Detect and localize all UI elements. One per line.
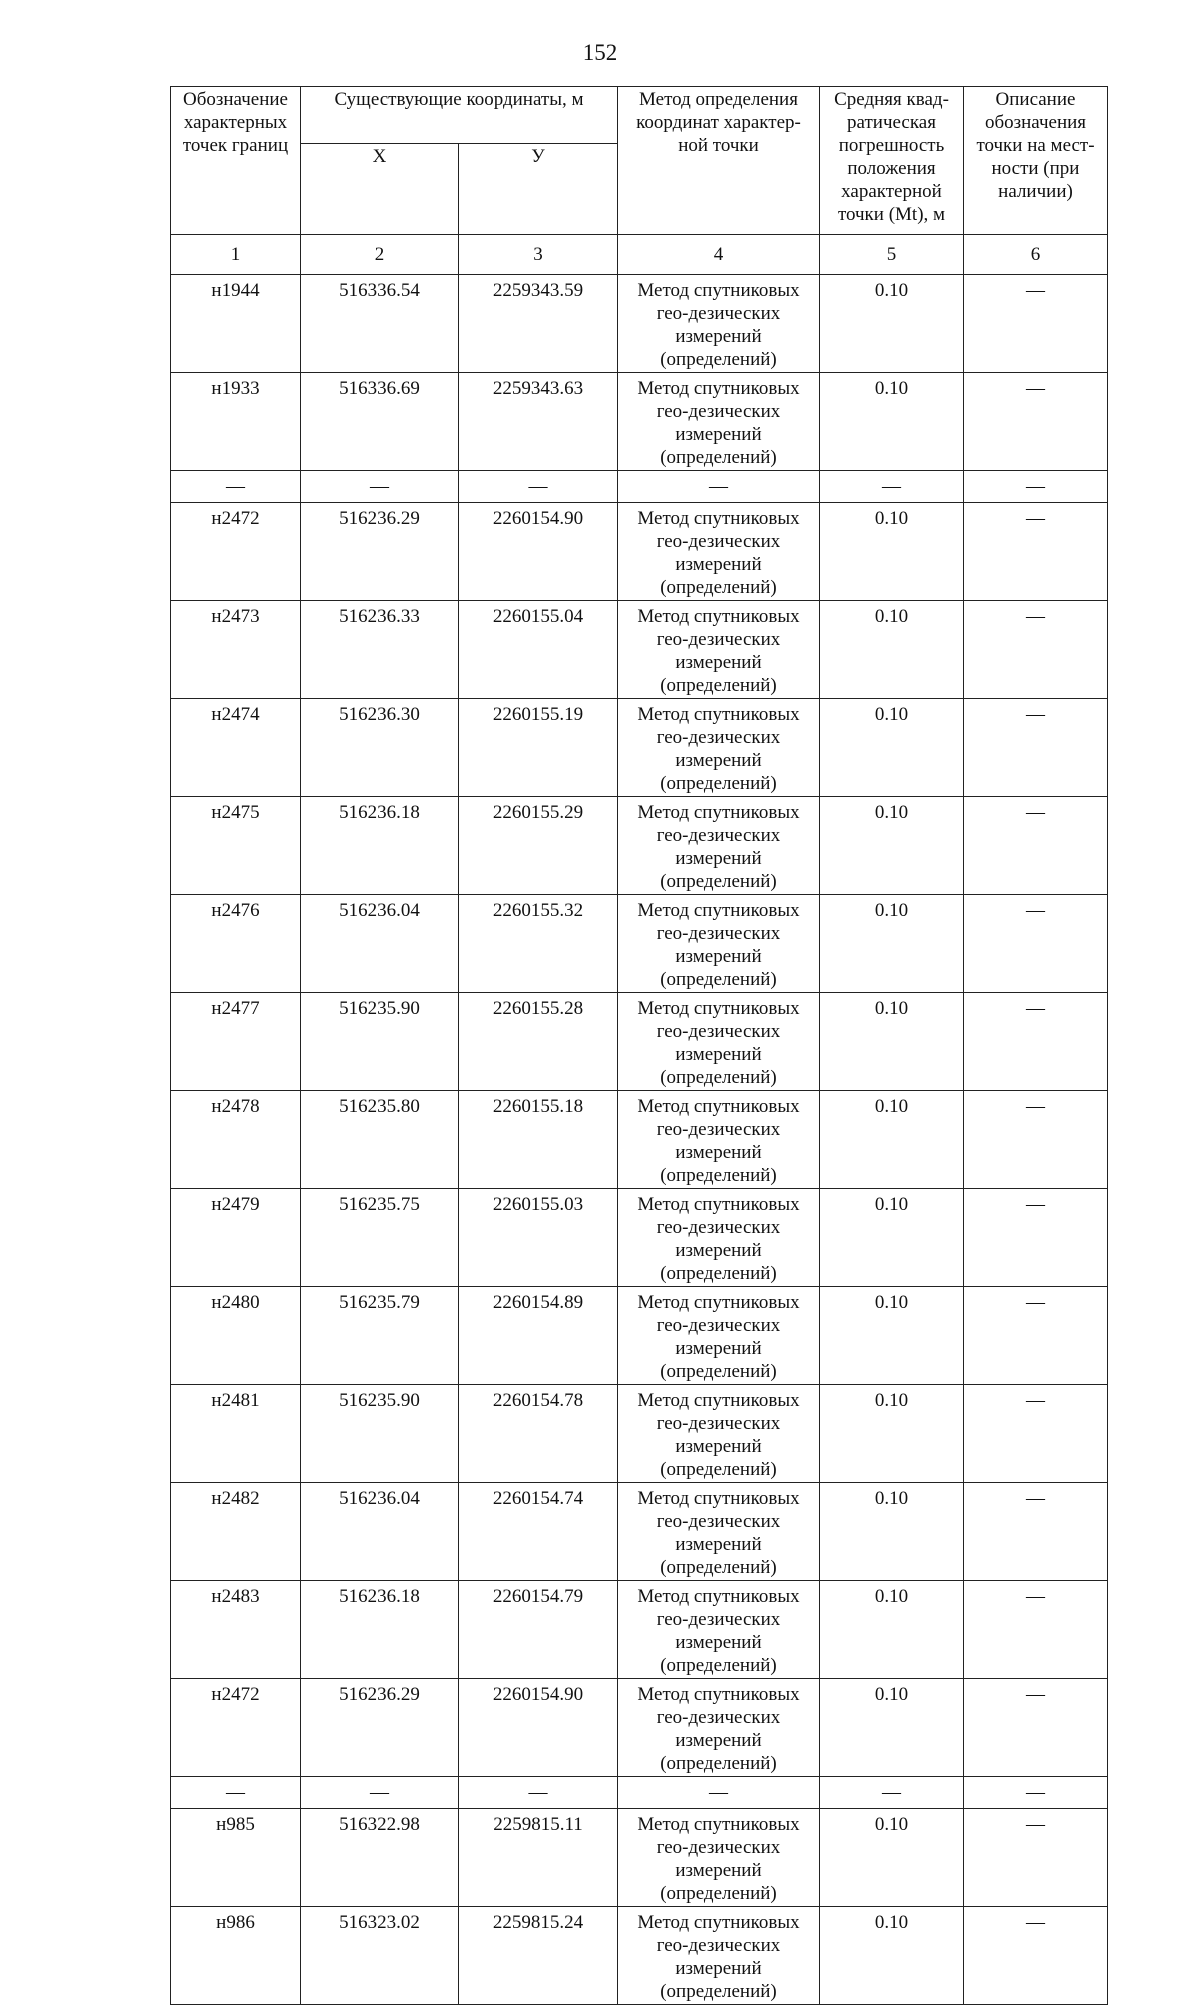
gap-dash: —	[964, 471, 1108, 503]
coordinate-y: 2259343.59	[459, 275, 618, 373]
mean-square-error: 0.10	[820, 1679, 964, 1777]
point-description: —	[964, 1581, 1108, 1679]
point-designation: н2481	[171, 1385, 301, 1483]
column-number-row	[171, 235, 1108, 275]
mean-square-error: 0.10	[820, 601, 964, 699]
point-description: —	[964, 895, 1108, 993]
coordinate-x: 516235.79	[301, 1287, 459, 1385]
mean-square-error: 0.10	[820, 373, 964, 471]
gap-dash: —	[171, 471, 301, 503]
point-designation: н2480	[171, 1287, 301, 1385]
coordinate-x: 516235.90	[301, 993, 459, 1091]
coordinate-y: 2259343.63	[459, 373, 618, 471]
method-description: Метод спутниковых гео-дезических измерений (определений)	[618, 1287, 820, 1385]
coordinate-x: 516235.90	[301, 1385, 459, 1483]
point-designation: н1944	[171, 275, 301, 373]
point-designation: н2475	[171, 797, 301, 895]
point-description: —	[964, 601, 1108, 699]
point-description: —	[964, 797, 1108, 895]
point-description: —	[964, 1809, 1108, 1907]
gap-dash: —	[618, 1777, 820, 1809]
table-row	[171, 373, 1108, 471]
coordinates-table	[170, 86, 1108, 2005]
gap-dash: —	[618, 471, 820, 503]
coordinate-y: 2260154.78	[459, 1385, 618, 1483]
coordinate-y: 2260154.74	[459, 1483, 618, 1581]
table-row	[171, 1385, 1108, 1483]
column-number: 6	[964, 235, 1108, 275]
method-description: Метод спутниковых гео-дезических измерений (определений)	[618, 1483, 820, 1581]
point-description: —	[964, 993, 1108, 1091]
table-row	[171, 1189, 1108, 1287]
point-designation: н2479	[171, 1189, 301, 1287]
gap-dash: —	[820, 1777, 964, 1809]
column-number: 1	[171, 235, 301, 275]
method-description: Метод спутниковых гео-дезических измерений (определений)	[618, 1679, 820, 1777]
mean-square-error: 0.10	[820, 1287, 964, 1385]
coordinate-y: 2260155.03	[459, 1189, 618, 1287]
gap-dash: —	[459, 471, 618, 503]
method-description: Метод спутниковых гео-дезических измерений (определений)	[618, 373, 820, 471]
header-method: Метод определения координат характер-ной точки	[618, 87, 820, 235]
method-description: Метод спутниковых гео-дезических измерений (определений)	[618, 275, 820, 373]
coordinate-y: 2260155.19	[459, 699, 618, 797]
coordinate-y: 2260155.04	[459, 601, 618, 699]
header-existing-coordinates: Существующие координаты, м	[301, 87, 618, 144]
point-description: —	[964, 1907, 1108, 2005]
method-description: Метод спутниковых гео-дезических измерений (определений)	[618, 601, 820, 699]
point-designation: н2483	[171, 1581, 301, 1679]
coordinate-x: 516236.18	[301, 1581, 459, 1679]
method-description: Метод спутниковых гео-дезических измерений (определений)	[618, 503, 820, 601]
method-description: Метод спутниковых гео-дезических измерений (определений)	[618, 699, 820, 797]
table-row	[171, 1287, 1108, 1385]
gap-dash: —	[301, 471, 459, 503]
mean-square-error: 0.10	[820, 993, 964, 1091]
mean-square-error: 0.10	[820, 1091, 964, 1189]
method-description: Метод спутниковых гео-дезических измерений (определений)	[618, 1907, 820, 2005]
method-description: Метод спутниковых гео-дезических измерений (определений)	[618, 1581, 820, 1679]
coordinates-table-body	[171, 87, 1108, 2005]
coordinate-x: 516236.29	[301, 503, 459, 601]
gap-dash: —	[459, 1777, 618, 1809]
column-number: 2	[301, 235, 459, 275]
mean-square-error: 0.10	[820, 1483, 964, 1581]
coordinate-y: 2259815.24	[459, 1907, 618, 2005]
mean-square-error: 0.10	[820, 797, 964, 895]
gap-row	[171, 1777, 1108, 1809]
column-number: 5	[820, 235, 964, 275]
coordinate-y: 2260154.79	[459, 1581, 618, 1679]
coordinate-x: 516235.75	[301, 1189, 459, 1287]
point-description: —	[964, 1189, 1108, 1287]
table-row	[171, 1809, 1108, 1907]
point-designation: н2473	[171, 601, 301, 699]
coordinate-y: 2260155.18	[459, 1091, 618, 1189]
gap-dash: —	[301, 1777, 459, 1809]
point-designation: н2472	[171, 1679, 301, 1777]
point-designation: н2482	[171, 1483, 301, 1581]
gap-row	[171, 471, 1108, 503]
table-row	[171, 503, 1108, 601]
coordinate-x: 516235.80	[301, 1091, 459, 1189]
mean-square-error: 0.10	[820, 1809, 964, 1907]
point-description: —	[964, 1287, 1108, 1385]
point-description: —	[964, 1483, 1108, 1581]
coordinate-x: 516236.33	[301, 601, 459, 699]
mean-square-error: 0.10	[820, 699, 964, 797]
point-designation: н2478	[171, 1091, 301, 1189]
point-designation: н1933	[171, 373, 301, 471]
point-description: —	[964, 1679, 1108, 1777]
coordinate-x: 516236.18	[301, 797, 459, 895]
point-description: —	[964, 503, 1108, 601]
table-row	[171, 797, 1108, 895]
table-row	[171, 895, 1108, 993]
point-designation: н986	[171, 1907, 301, 2005]
coordinate-x: 516336.54	[301, 275, 459, 373]
coordinate-y: 2260155.32	[459, 895, 618, 993]
mean-square-error: 0.10	[820, 1385, 964, 1483]
coordinate-x: 516236.29	[301, 1679, 459, 1777]
point-description: —	[964, 699, 1108, 797]
gap-dash: —	[171, 1777, 301, 1809]
point-designation: н2472	[171, 503, 301, 601]
header-y: У	[459, 144, 618, 235]
column-number: 4	[618, 235, 820, 275]
coordinate-x: 516323.02	[301, 1907, 459, 2005]
point-description: —	[964, 373, 1108, 471]
point-designation: н2474	[171, 699, 301, 797]
mean-square-error: 0.10	[820, 1189, 964, 1287]
point-description: —	[964, 275, 1108, 373]
method-description: Метод спутниковых гео-дезических измерений (определений)	[618, 1385, 820, 1483]
mean-square-error: 0.10	[820, 895, 964, 993]
header-x: Х	[301, 144, 459, 235]
coordinate-y: 2260154.89	[459, 1287, 618, 1385]
mean-square-error: 0.10	[820, 1907, 964, 2005]
table-row	[171, 1907, 1108, 2005]
table-row	[171, 1679, 1108, 1777]
point-description: —	[964, 1385, 1108, 1483]
gap-dash: —	[820, 471, 964, 503]
mean-square-error: 0.10	[820, 1581, 964, 1679]
coordinate-y: 2260154.90	[459, 503, 618, 601]
table-row	[171, 993, 1108, 1091]
coordinate-x: 516336.69	[301, 373, 459, 471]
point-designation: н2476	[171, 895, 301, 993]
table-row	[171, 1581, 1108, 1679]
coordinate-x: 516236.04	[301, 1483, 459, 1581]
method-description: Метод спутниковых гео-дезических измерений (определений)	[618, 1809, 820, 1907]
table-row	[171, 601, 1108, 699]
coordinate-y: 2260155.28	[459, 993, 618, 1091]
mean-square-error: 0.10	[820, 275, 964, 373]
header-mean-square-error: Средняя квад-ратическая погрешность положения характерной точки (Mt), м	[820, 87, 964, 235]
coordinate-x: 516236.30	[301, 699, 459, 797]
header-description: Описание обозначения точки на мест-ности (при наличии)	[964, 87, 1108, 235]
coordinate-y: 2259815.11	[459, 1809, 618, 1907]
method-description: Метод спутниковых гео-дезических измерений (определений)	[618, 993, 820, 1091]
method-description: Метод спутниковых гео-дезических измерений (определений)	[618, 1091, 820, 1189]
header-row	[171, 87, 1108, 144]
coordinate-x: 516322.98	[301, 1809, 459, 1907]
column-number: 3	[459, 235, 618, 275]
method-description: Метод спутниковых гео-дезических измерений (определений)	[618, 1189, 820, 1287]
point-designation: н985	[171, 1809, 301, 1907]
coordinate-y: 2260155.29	[459, 797, 618, 895]
point-description: —	[964, 1091, 1108, 1189]
point-designation: н2477	[171, 993, 301, 1091]
method-description: Метод спутниковых гео-дезических измерений (определений)	[618, 895, 820, 993]
header-point-designation: Обозначение характерных точек границ	[171, 87, 301, 235]
table-row	[171, 1483, 1108, 1581]
mean-square-error: 0.10	[820, 503, 964, 601]
table-row	[171, 699, 1108, 797]
method-description: Метод спутниковых гео-дезических измерений (определений)	[618, 797, 820, 895]
table-row	[171, 275, 1108, 373]
coordinate-y: 2260154.90	[459, 1679, 618, 1777]
table-row	[171, 1091, 1108, 1189]
coordinate-x: 516236.04	[301, 895, 459, 993]
gap-dash: —	[964, 1777, 1108, 1809]
page-number: 152	[582, 40, 618, 65]
